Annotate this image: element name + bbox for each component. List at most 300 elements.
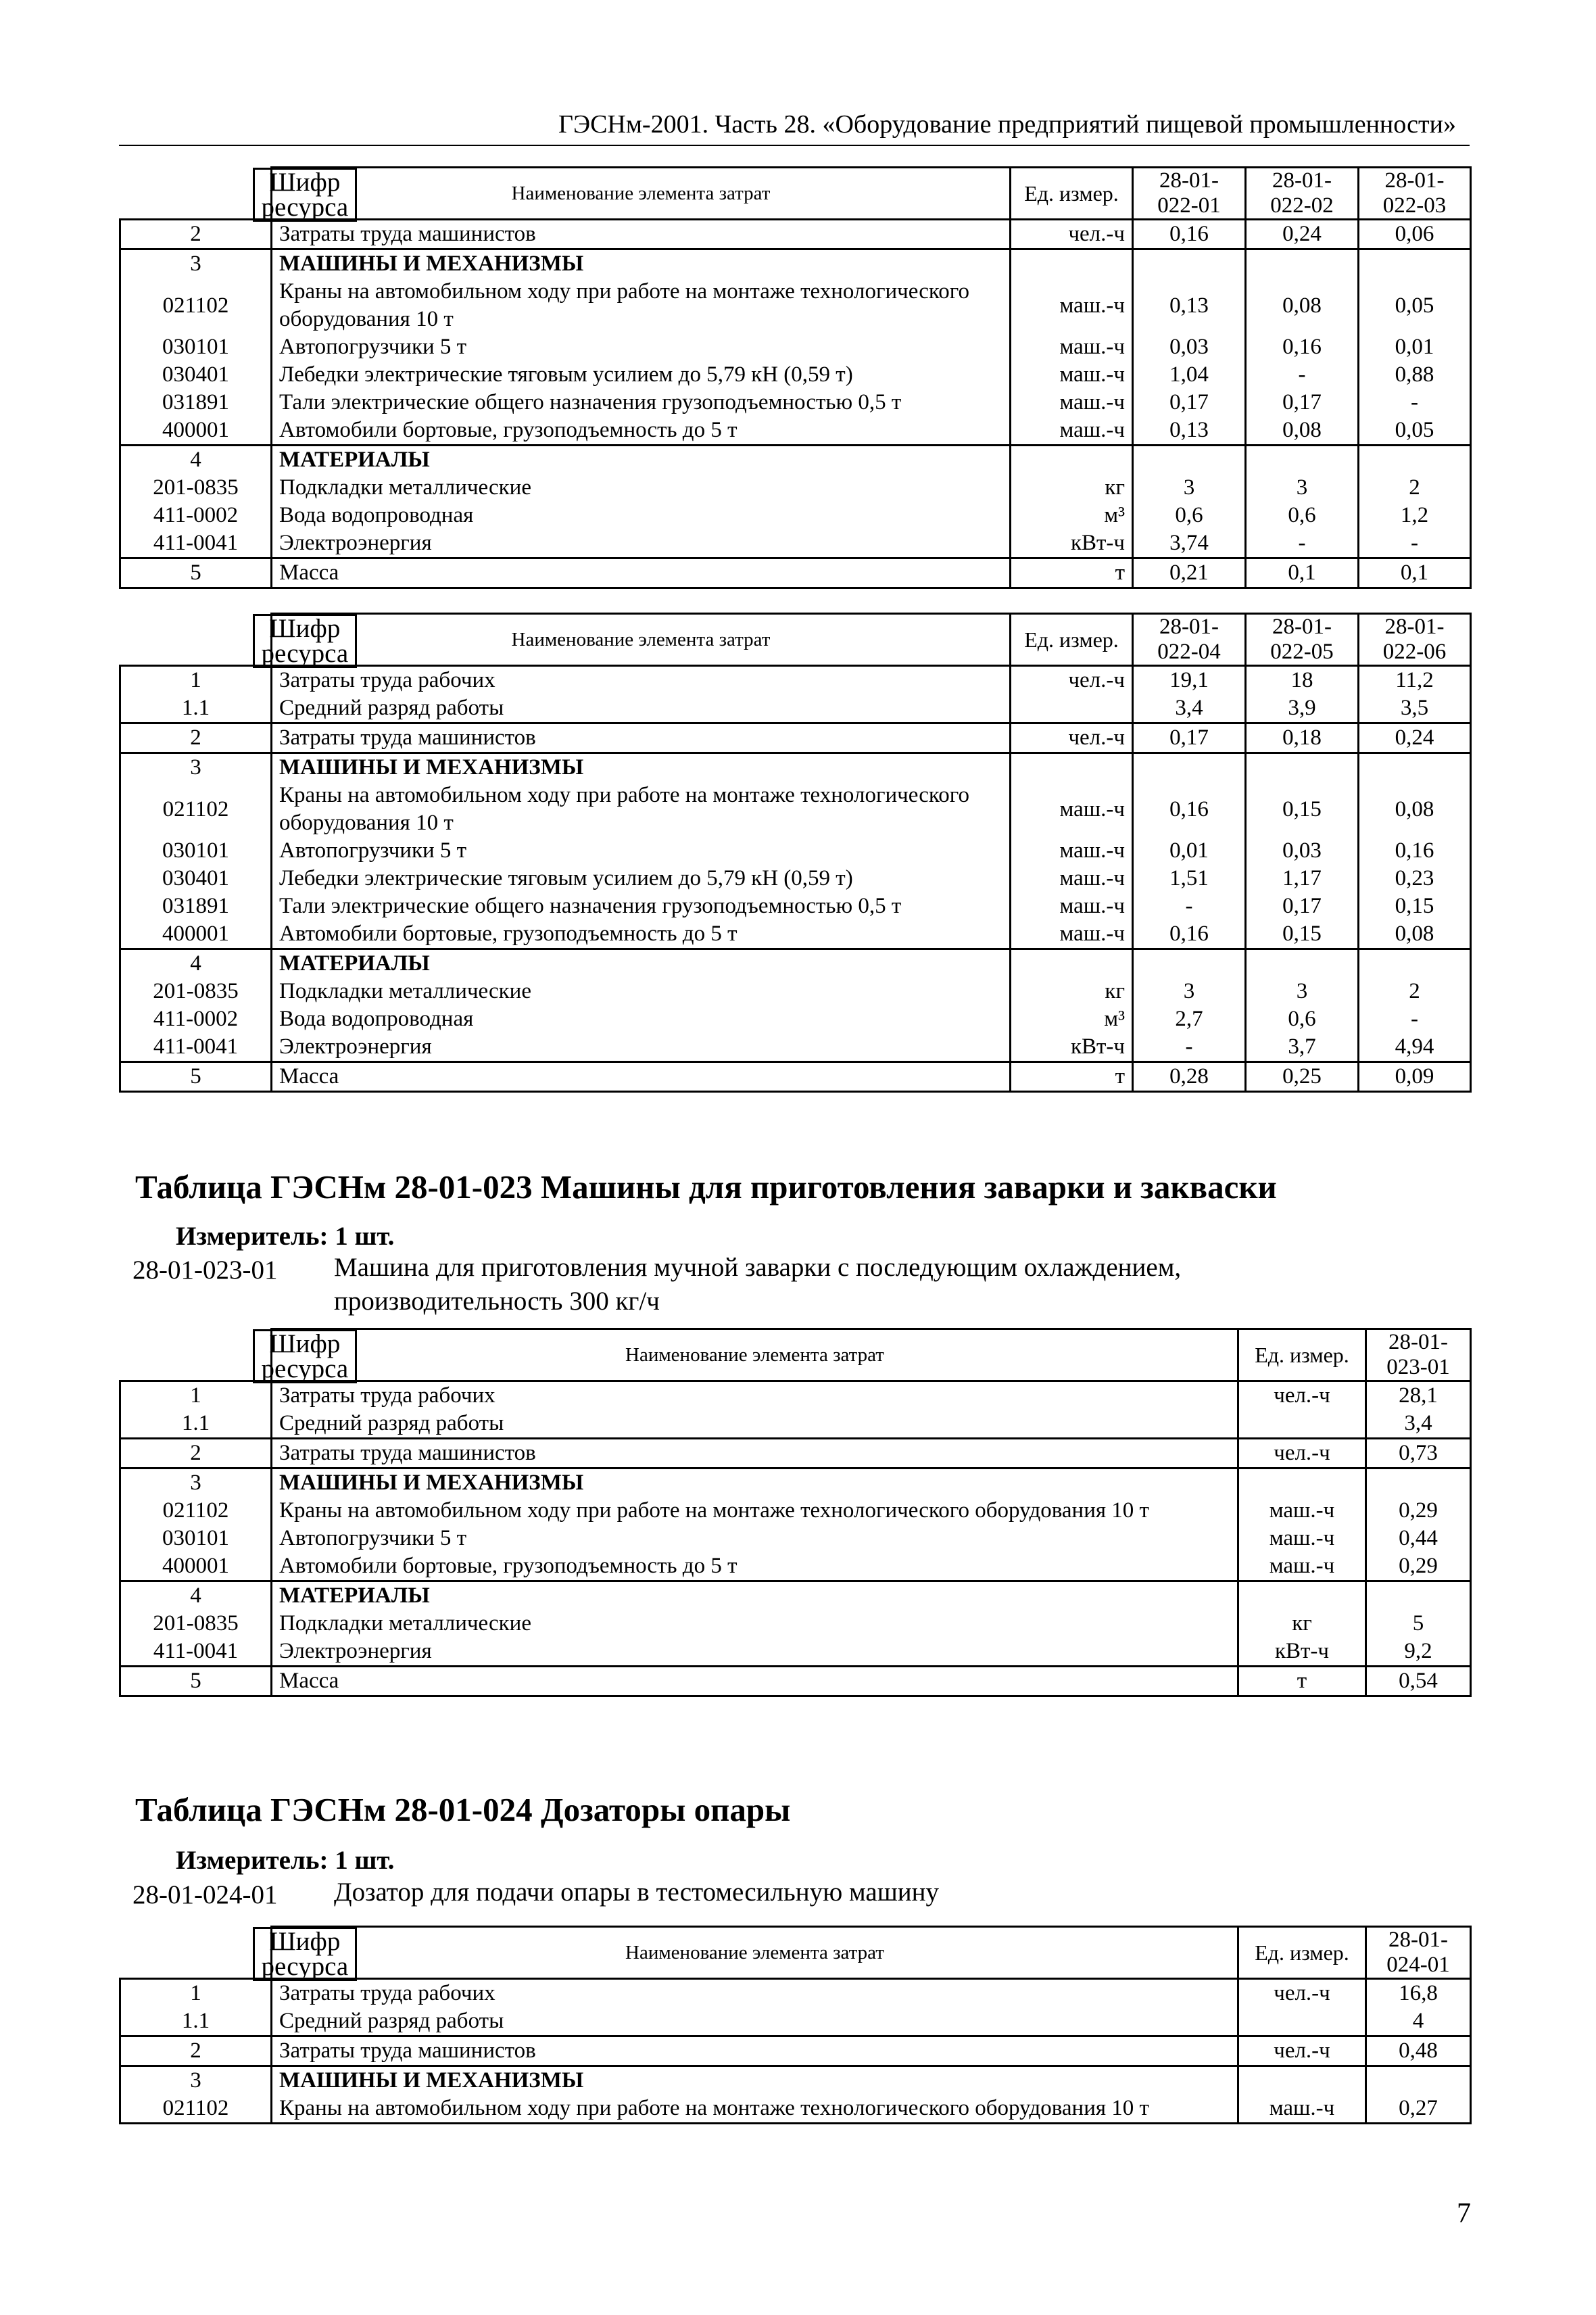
col-header-code: Шифр ресурса <box>253 168 358 222</box>
norm-value-cell: 0,73 <box>1366 1439 1471 1469</box>
norm-value-cell: 0,16 <box>1133 782 1246 837</box>
norm-value-cell <box>1359 249 1471 279</box>
col-header-norm: 28-01- 022-03 <box>1359 168 1471 220</box>
col-header-norm: 28-01- 023-01 <box>1366 1329 1471 1381</box>
table-row <box>120 2066 1471 2095</box>
norm-value-cell <box>1359 446 1471 475</box>
unit-cell: маш.-ч <box>1011 333 1133 361</box>
unit-cell <box>1011 249 1133 279</box>
norm-value-cell: 0,16 <box>1246 333 1359 361</box>
resource-code-cell: 201-0835 <box>120 1610 272 1638</box>
table-row <box>120 1439 1471 1469</box>
resource-code-cell: 1.1 <box>120 1410 272 1439</box>
norm-value-cell: 0,17 <box>1246 892 1359 920</box>
unit-cell: кВт-ч <box>1011 529 1133 558</box>
section-024-measure: Измеритель: 1 шт. <box>176 1846 395 1875</box>
resource-name-cell: Краны на автомобильном ходу при работе на монтаже технологического оборудования 10 т <box>272 278 1011 333</box>
table-row <box>120 333 1471 361</box>
table-group <box>120 753 1471 949</box>
table-group <box>120 666 1471 723</box>
resource-code-cell: 030101 <box>120 333 272 361</box>
table-row <box>120 1033 1471 1062</box>
resource-code-cell: 030101 <box>120 837 272 865</box>
table-row <box>120 949 1471 978</box>
norm-value-cell <box>1246 949 1359 978</box>
table-row <box>120 782 1471 837</box>
norm-value-cell: 28,1 <box>1366 1381 1471 1410</box>
table-row <box>120 2095 1471 2124</box>
norm-value-cell: 0,17 <box>1246 389 1359 416</box>
norm-value-cell: 0,05 <box>1359 278 1471 333</box>
resource-name-cell: Средний разряд работы <box>272 2007 1238 2036</box>
section-024-title: Таблица ГЭСНм 28-01-024 Дозаторы опары <box>135 1791 791 1828</box>
norm-value-cell: 0,44 <box>1366 1525 1471 1552</box>
norm-value-cell: 0,16 <box>1359 837 1471 865</box>
norm-value-cell: 0,88 <box>1359 361 1471 389</box>
unit-cell: маш.-ч <box>1011 361 1133 389</box>
resource-name-cell: Автомобили бортовые, грузоподъемность до 5 т <box>272 416 1011 446</box>
unit-cell: маш.-ч <box>1011 782 1133 837</box>
resource-name-cell: Средний разряд работы <box>272 1410 1238 1439</box>
unit-cell: кг <box>1238 1610 1366 1638</box>
unit-cell: маш.-ч <box>1238 1525 1366 1552</box>
norm-value-cell: - <box>1359 389 1471 416</box>
norm-value-cell: 0,17 <box>1133 723 1246 753</box>
table-group <box>120 1667 1471 1696</box>
norm-value-cell: 0,1 <box>1246 558 1359 588</box>
col-header-unit: Ед. измер. <box>1011 614 1133 666</box>
resource-code-cell: 4 <box>120 1581 272 1610</box>
table-row <box>120 1497 1471 1525</box>
table-row <box>120 389 1471 416</box>
resource-table-024 <box>119 1926 1472 2124</box>
table-row <box>120 1979 1471 2008</box>
section-023-measure: Измеритель: 1 шт. <box>176 1222 395 1251</box>
norm-value-cell: 0,29 <box>1366 1497 1471 1525</box>
unit-cell: чел.-ч <box>1238 2036 1366 2066</box>
norm-value-cell: - <box>1359 529 1471 558</box>
norm-value-cell: 0,16 <box>1133 220 1246 249</box>
resource-table-022-a <box>119 166 1472 589</box>
norm-value-cell: 0,13 <box>1133 278 1246 333</box>
resource-code-cell: 400001 <box>120 416 272 446</box>
unit-cell: кВт-ч <box>1238 1638 1366 1667</box>
col-header-code: Шифр ресурса <box>253 1329 358 1383</box>
resource-code-cell: 4 <box>120 949 272 978</box>
table-row <box>120 249 1471 279</box>
unit-cell: маш.-ч <box>1011 865 1133 892</box>
resource-name-cell: Электроэнергия <box>272 1033 1011 1062</box>
resource-code-cell: 030401 <box>120 361 272 389</box>
norm-value-cell: 0,15 <box>1246 920 1359 949</box>
norm-value-cell: 5 <box>1366 1610 1471 1638</box>
norm-value-cell: 0,28 <box>1133 1062 1246 1092</box>
unit-cell: кг <box>1011 978 1133 1005</box>
page-header <box>119 107 1470 146</box>
resource-code-cell: 021102 <box>120 1497 272 1525</box>
unit-cell: кг <box>1011 474 1133 502</box>
col-header-norm: 28-01- 022-06 <box>1359 614 1471 666</box>
resource-code-cell: 1.1 <box>120 2007 272 2036</box>
resource-name-cell: Масса <box>272 1667 1238 1696</box>
norm-value-cell <box>1246 446 1359 475</box>
unit-cell: маш.-ч <box>1011 892 1133 920</box>
unit-cell <box>1238 1469 1366 1498</box>
resource-name-cell: Затраты труда рабочих <box>272 1979 1238 2008</box>
resource-name-cell: Затраты труда машинистов <box>272 1439 1238 1469</box>
section-024-desc: Дозатор для подачи опары в тестомесильную машину <box>334 1878 940 1907</box>
norm-value-cell: 0,21 <box>1133 558 1246 588</box>
table-row <box>120 278 1471 333</box>
resource-name-cell: Автопогрузчики 5 т <box>272 837 1011 865</box>
col-header-unit: Ед. измер. <box>1011 168 1133 220</box>
resource-name-cell: Затраты труда машинистов <box>272 723 1011 753</box>
norm-value-cell: 0,15 <box>1359 892 1471 920</box>
norm-value-cell: 3,74 <box>1133 529 1246 558</box>
resource-code-cell: 411-0041 <box>120 1033 272 1062</box>
norm-value-cell <box>1133 949 1246 978</box>
unit-cell: чел.-ч <box>1238 1439 1366 1469</box>
col-header-norm: 28-01- 022-04 <box>1133 614 1246 666</box>
table-row <box>120 1062 1471 1092</box>
resource-code-cell: 201-0835 <box>120 978 272 1005</box>
unit-cell: м³ <box>1011 502 1133 529</box>
norm-value-cell <box>1133 249 1246 279</box>
resource-name-cell: Затраты труда рабочих <box>272 666 1011 695</box>
table-group <box>120 1439 1471 1469</box>
norm-value-cell: 3,4 <box>1366 1410 1471 1439</box>
table-group <box>120 1381 1471 1439</box>
resource-name-cell: Электроэнергия <box>272 1638 1238 1667</box>
col-header-code: Шифр ресурса <box>253 614 358 668</box>
table-row <box>120 446 1471 475</box>
unit-cell <box>1011 949 1133 978</box>
col-header-unit: Ед. измер. <box>1238 1927 1366 1979</box>
unit-cell: т <box>1238 1667 1366 1696</box>
norm-value-cell: 0,54 <box>1366 1667 1471 1696</box>
norm-value-cell <box>1366 1469 1471 1498</box>
norm-value-cell: - <box>1133 892 1246 920</box>
table-group <box>120 2066 1471 2124</box>
table-group <box>120 949 1471 1062</box>
section-023-desc: Машина для приготовления мучной заварки с последующим охлаждением, производительность 300 кг/ч <box>334 1253 1182 1316</box>
norm-value-cell: 0,03 <box>1133 333 1246 361</box>
unit-cell <box>1011 753 1133 782</box>
table-row <box>120 1667 1471 1696</box>
norm-value-cell: 9,2 <box>1366 1638 1471 1667</box>
unit-cell: маш.-ч <box>1011 416 1133 446</box>
norm-value-cell <box>1366 1581 1471 1610</box>
table-row <box>120 2036 1471 2066</box>
resource-name-cell: Затраты труда машинистов <box>272 220 1011 249</box>
header-text: ГЭСНм-2001. Часть 28. «Оборудование предприятий пищевой промышленности» <box>558 110 1456 139</box>
table-group <box>120 249 1471 446</box>
norm-value-cell: 3,5 <box>1359 694 1471 723</box>
norm-value-cell: 2 <box>1359 978 1471 1005</box>
resource-name-cell: Вода водопроводная <box>272 1005 1011 1033</box>
resource-name-cell: Краны на автомобильном ходу при работе на монтаже технологического оборудования 10 т <box>272 782 1011 837</box>
unit-cell <box>1238 1581 1366 1610</box>
resource-code-cell: 030401 <box>120 865 272 892</box>
resource-code-cell: 411-0041 <box>120 1638 272 1667</box>
norm-value-cell: 2 <box>1359 474 1471 502</box>
table-row <box>120 1581 1471 1610</box>
norm-value-cell <box>1246 249 1359 279</box>
resource-name-cell: Масса <box>272 1062 1011 1092</box>
norm-value-cell: 0,13 <box>1133 416 1246 446</box>
resource-name-cell: Средний разряд работы <box>272 694 1011 723</box>
table-row <box>120 1610 1471 1638</box>
norm-value-cell: 0,6 <box>1246 502 1359 529</box>
norm-value-cell: 0,48 <box>1366 2036 1471 2066</box>
resource-code-cell: 411-0002 <box>120 502 272 529</box>
table-group <box>120 220 1471 249</box>
unit-cell <box>1011 694 1133 723</box>
col-header-name: Наименование элемента затрат <box>272 168 1011 220</box>
norm-value-cell <box>1359 753 1471 782</box>
table-row <box>120 920 1471 949</box>
resource-name-cell: Лебедки электрические тяговым усилием до 5,79 кН (0,59 т) <box>272 361 1011 389</box>
table-header-row <box>120 1927 1471 1979</box>
norm-value-cell: 0,23 <box>1359 865 1471 892</box>
table-row <box>120 1638 1471 1667</box>
table-row <box>120 474 1471 502</box>
unit-cell: т <box>1011 1062 1133 1092</box>
resource-code-cell: 411-0002 <box>120 1005 272 1033</box>
norm-value-cell: 3,7 <box>1246 1033 1359 1062</box>
norm-value-cell: 0,24 <box>1359 723 1471 753</box>
resource-name-cell: Краны на автомобильном ходу при работе на монтаже технологического оборудования 10 т <box>272 1497 1238 1525</box>
norm-value-cell: 0,27 <box>1366 2095 1471 2124</box>
unit-cell: м³ <box>1011 1005 1133 1033</box>
unit-cell: т <box>1011 558 1133 588</box>
norm-value-cell: 3,9 <box>1246 694 1359 723</box>
resource-name-cell: МАТЕРИАЛЫ <box>272 1581 1238 1610</box>
table-row <box>120 1005 1471 1033</box>
table-header-row <box>120 1329 1471 1381</box>
resource-code-cell: 031891 <box>120 892 272 920</box>
col-header-norm: 28-01- 022-01 <box>1133 168 1246 220</box>
table-group <box>120 1062 1471 1092</box>
resource-code-cell: 2 <box>120 2036 272 2066</box>
norm-value-cell: 3 <box>1133 474 1246 502</box>
norm-value-cell <box>1246 753 1359 782</box>
col-header-norm: 28-01- 022-05 <box>1246 614 1359 666</box>
resource-code-cell: 4 <box>120 446 272 475</box>
norm-value-cell: 16,8 <box>1366 1979 1471 2008</box>
norm-value-cell: 0,01 <box>1359 333 1471 361</box>
unit-cell <box>1011 446 1133 475</box>
col-header-name: Наименование элемента затрат <box>272 1329 1238 1381</box>
resource-name-cell: Затраты труда рабочих <box>272 1381 1238 1410</box>
resource-name-cell: Автомобили бортовые, грузоподъемность до 5 т <box>272 920 1011 949</box>
norm-value-cell: 0,08 <box>1359 782 1471 837</box>
table-row <box>120 1552 1471 1581</box>
norm-value-cell: 0,6 <box>1246 1005 1359 1033</box>
col-header-name: Наименование элемента затрат <box>272 1927 1238 1979</box>
norm-value-cell: 0,18 <box>1246 723 1359 753</box>
norm-value-cell: 3 <box>1246 978 1359 1005</box>
col-header-code: Шифр ресурса <box>253 1927 358 1981</box>
col-header-norm: 28-01- 024-01 <box>1366 1927 1471 1979</box>
table-group <box>120 558 1471 588</box>
table-row <box>120 865 1471 892</box>
resource-code-cell: 031891 <box>120 389 272 416</box>
norm-value-cell: 4 <box>1366 2007 1471 2036</box>
table-row <box>120 416 1471 446</box>
section-023-title: Таблица ГЭСНм 28-01-023 Машины для приготовления заварки и закваски <box>135 1168 1277 1206</box>
table-row <box>120 978 1471 1005</box>
table-row <box>120 666 1471 695</box>
table-group <box>120 1469 1471 1581</box>
resource-code-cell: 400001 <box>120 920 272 949</box>
table-header-row <box>120 168 1471 220</box>
norm-value-cell <box>1133 446 1246 475</box>
norm-value-cell: 3 <box>1133 978 1246 1005</box>
resource-code-cell: 201-0835 <box>120 474 272 502</box>
resource-code-cell: 411-0041 <box>120 529 272 558</box>
col-header-unit: Ед. измер. <box>1238 1329 1366 1381</box>
resource-name-cell: МАШИНЫ И МЕХАНИЗМЫ <box>272 2066 1238 2095</box>
table-row <box>120 1410 1471 1439</box>
norm-value-cell: 0,15 <box>1246 782 1359 837</box>
resource-name-cell: Подкладки металлические <box>272 474 1011 502</box>
resource-code-cell: 030101 <box>120 1525 272 1552</box>
table-row <box>120 361 1471 389</box>
resource-table-022-b <box>119 613 1472 1093</box>
norm-value-cell: 3,4 <box>1133 694 1246 723</box>
unit-cell: маш.-ч <box>1011 389 1133 416</box>
table-group <box>120 1581 1471 1667</box>
resource-code-cell: 1 <box>120 1381 272 1410</box>
resource-code-cell: 021102 <box>120 2095 272 2124</box>
norm-value-cell: 0,03 <box>1246 837 1359 865</box>
resource-name-cell: МАТЕРИАЛЫ <box>272 446 1011 475</box>
resource-code-cell: 5 <box>120 1062 272 1092</box>
table-row <box>120 753 1471 782</box>
table-row <box>120 1381 1471 1410</box>
unit-cell: чел.-ч <box>1011 666 1133 695</box>
norm-value-cell <box>1133 753 1246 782</box>
norm-value-cell: 0,16 <box>1133 920 1246 949</box>
norm-value-cell: 18 <box>1246 666 1359 695</box>
resource-name-cell: Тали электрические общего назначения грузоподъемностью 0,5 т <box>272 389 1011 416</box>
norm-value-cell: 3 <box>1246 474 1359 502</box>
table-row <box>120 837 1471 865</box>
table-row <box>120 502 1471 529</box>
resource-name-cell: Краны на автомобильном ходу при работе на монтаже технологического оборудования 10 т <box>272 2095 1238 2124</box>
col-header-norm: 28-01- 022-02 <box>1246 168 1359 220</box>
table-row <box>120 529 1471 558</box>
norm-value-cell: 1,2 <box>1359 502 1471 529</box>
norm-value-cell: 0,1 <box>1359 558 1471 588</box>
resource-code-cell: 3 <box>120 2066 272 2095</box>
resource-code-cell: 021102 <box>120 782 272 837</box>
unit-cell <box>1238 1410 1366 1439</box>
resource-code-cell: 2 <box>120 1439 272 1469</box>
norm-value-cell: 0,08 <box>1359 920 1471 949</box>
resource-code-cell: 021102 <box>120 278 272 333</box>
resource-name-cell: Автомобили бортовые, грузоподъемность до 5 т <box>272 1552 1238 1581</box>
norm-value-cell: 2,7 <box>1133 1005 1246 1033</box>
unit-cell: маш.-ч <box>1238 1497 1366 1525</box>
norm-value-cell: 11,2 <box>1359 666 1471 695</box>
unit-cell: кВт-ч <box>1011 1033 1133 1062</box>
col-header-name: Наименование элемента затрат <box>272 614 1011 666</box>
table-row <box>120 2007 1471 2036</box>
resource-name-cell: Подкладки металлические <box>272 978 1011 1005</box>
resource-name-cell: Тали электрические общего назначения грузоподъемностью 0,5 т <box>272 892 1011 920</box>
norm-value-cell: 0,08 <box>1246 278 1359 333</box>
unit-cell <box>1238 2066 1366 2095</box>
unit-cell: маш.-ч <box>1011 278 1133 333</box>
norm-value-cell: 0,06 <box>1359 220 1471 249</box>
norm-value-cell: 0,6 <box>1133 502 1246 529</box>
unit-cell <box>1238 2007 1366 2036</box>
norm-value-cell: 4,94 <box>1359 1033 1471 1062</box>
norm-value-cell: - <box>1133 1033 1246 1062</box>
unit-cell: чел.-ч <box>1011 723 1133 753</box>
table-row <box>120 1525 1471 1552</box>
table-header-row <box>120 614 1471 666</box>
resource-table-023 <box>119 1328 1472 1697</box>
norm-value-cell <box>1359 949 1471 978</box>
section-023-code: 28-01-023-01 <box>132 1256 278 1285</box>
unit-cell: маш.-ч <box>1011 837 1133 865</box>
norm-value-cell: 1,51 <box>1133 865 1246 892</box>
resource-code-cell: 3 <box>120 1469 272 1498</box>
norm-value-cell: 0,29 <box>1366 1552 1471 1581</box>
norm-value-cell: - <box>1246 529 1359 558</box>
resource-name-cell: Затраты труда машинистов <box>272 2036 1238 2066</box>
unit-cell: маш.-ч <box>1011 920 1133 949</box>
unit-cell: чел.-ч <box>1011 220 1133 249</box>
table-group <box>120 2036 1471 2066</box>
resource-code-cell: 3 <box>120 753 272 782</box>
norm-value-cell: 1,04 <box>1133 361 1246 389</box>
resource-name-cell: МАШИНЫ И МЕХАНИЗМЫ <box>272 249 1011 279</box>
norm-value-cell: 0,24 <box>1246 220 1359 249</box>
table-row <box>120 558 1471 588</box>
norm-value-cell: 19,1 <box>1133 666 1246 695</box>
table-group <box>120 723 1471 753</box>
norm-value-cell: 1,17 <box>1246 865 1359 892</box>
table-group <box>120 446 1471 558</box>
norm-value-cell: 0,05 <box>1359 416 1471 446</box>
resource-code-cell: 2 <box>120 220 272 249</box>
norm-value-cell: - <box>1246 361 1359 389</box>
table-row <box>120 723 1471 753</box>
resource-name-cell: Электроэнергия <box>272 529 1011 558</box>
norm-value-cell: 0,17 <box>1133 389 1246 416</box>
resource-name-cell: Лебедки электрические тяговым усилием до 5,79 кН (0,59 т) <box>272 865 1011 892</box>
section-024-code: 28-01-024-01 <box>132 1880 278 1909</box>
resource-code-cell: 5 <box>120 558 272 588</box>
resource-code-cell: 1 <box>120 666 272 695</box>
table-row <box>120 892 1471 920</box>
resource-code-cell: 5 <box>120 1667 272 1696</box>
resource-name-cell: МАШИНЫ И МЕХАНИЗМЫ <box>272 1469 1238 1498</box>
norm-value-cell <box>1366 2066 1471 2095</box>
resource-name-cell: Масса <box>272 558 1011 588</box>
resource-code-cell: 2 <box>120 723 272 753</box>
resource-code-cell: 1.1 <box>120 694 272 723</box>
norm-value-cell: 0,09 <box>1359 1062 1471 1092</box>
table-row <box>120 1469 1471 1498</box>
resource-name-cell: Автопогрузчики 5 т <box>272 333 1011 361</box>
unit-cell: чел.-ч <box>1238 1979 1366 2008</box>
norm-value-cell: - <box>1359 1005 1471 1033</box>
